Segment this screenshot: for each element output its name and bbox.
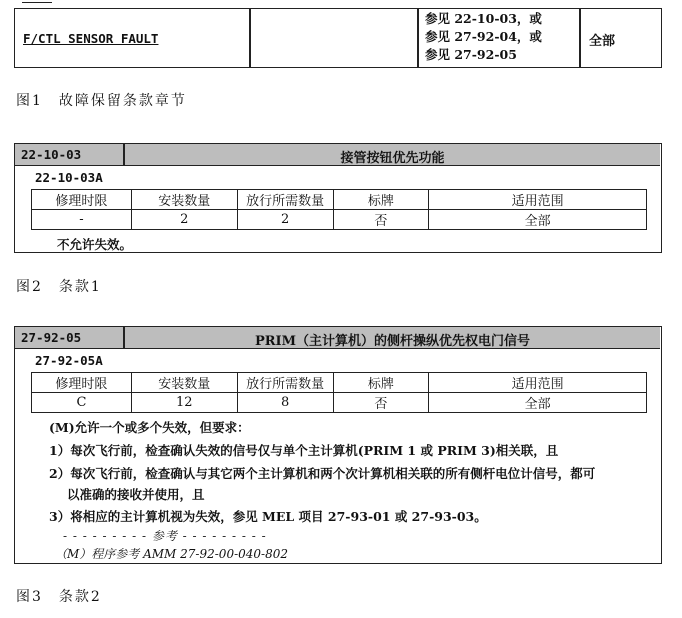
clause2-title: PRIM（主计算机）的侧杆操纵优先权电门信号 (254, 334, 531, 349)
table-header-row (32, 373, 647, 393)
col-header: 修理时限 (32, 373, 132, 393)
table-divider (579, 9, 581, 67)
table-cell: C (32, 393, 132, 413)
col-header: 适用范围 (429, 190, 647, 210)
table-cell: 8 (237, 393, 333, 413)
reference-line-3: 参见 27-92-05 (425, 47, 517, 62)
clause2-subcode: 27-92-05A (35, 353, 103, 368)
reference-line-1: 参见 22-10-03，或 (425, 11, 542, 26)
amm-reference: （M）程序参考 AMM 27-92-00-040-802 (55, 547, 288, 561)
figure2-caption: 图2 条款1 (16, 279, 102, 295)
col-header: 安装数量 (131, 190, 237, 210)
table-divider (249, 9, 251, 67)
clause2-line-1: (M)允许一个或多个失效，但要求： (49, 420, 250, 435)
reference-divider: - - - - - - - - - 参考 - - - - - - - - - (63, 529, 267, 543)
clause2-table (31, 372, 647, 413)
col-header: 适用范围 (429, 373, 647, 393)
col-header: 放行所需数量 (237, 373, 333, 393)
table-cell: - (32, 210, 132, 230)
table-cell: 12 (131, 393, 237, 413)
clause2-line-3: 2）每次飞行前，检查确认与其它两个主计算机和两个次计算机相关联的所有侧杆电位计信号，都可 (49, 466, 596, 481)
clause2-code: 27-92-05 (21, 330, 82, 345)
col-header: 标牌 (333, 190, 429, 210)
clause2-header (15, 327, 660, 349)
col-header: 标牌 (333, 373, 429, 393)
clause1-code: 22-10-03 (21, 147, 82, 162)
fault-list-table (14, 8, 662, 68)
clause2-line-2: 1）每次飞行前，检查确认失效的信号仅与单个主计算机(PRIM 1 或 PRIM 3)相关联，且 (49, 443, 559, 458)
table-cell: 否 (333, 210, 429, 230)
col-header: 修理时限 (32, 190, 132, 210)
table-cell: 否 (333, 393, 429, 413)
table-cell: 全部 (429, 393, 647, 413)
fault-item (23, 31, 158, 46)
top-rule (22, 2, 52, 3)
clause2-box (14, 326, 662, 564)
table-header-row (32, 190, 647, 210)
figure1-caption: 图1 故障保留条款章节 (16, 93, 187, 109)
table-row (32, 210, 647, 230)
fault-item-text: F/CTL SENSOR FAULT (23, 31, 159, 46)
figure3-caption: 图3 条款2 (16, 589, 102, 605)
col-header: 安装数量 (131, 373, 237, 393)
clause2-line-5: 3）将相应的主计算机视为失效，参见 MEL 项目 27-93-01 或 27-93-03。 (49, 509, 487, 524)
scope-value: 全部 (589, 34, 616, 49)
clause1-subcode: 22-10-03A (35, 170, 103, 185)
clause1-table (31, 189, 647, 230)
col-header: 放行所需数量 (237, 190, 333, 210)
clause1-header (15, 144, 660, 166)
clause1-note: 不允许失效。 (57, 237, 133, 252)
table-cell: 2 (237, 210, 333, 230)
clause2-line-4: 以准确的接收并使用，且 (67, 487, 205, 502)
clause1-title: 接管按钮优先功能 (340, 151, 445, 166)
table-cell: 全部 (429, 210, 647, 230)
clause1-box (14, 143, 662, 253)
reference-line-2: 参见 27-92-04，或 (425, 29, 542, 44)
table-divider (417, 9, 419, 67)
table-row (32, 393, 647, 413)
table-cell: 2 (131, 210, 237, 230)
